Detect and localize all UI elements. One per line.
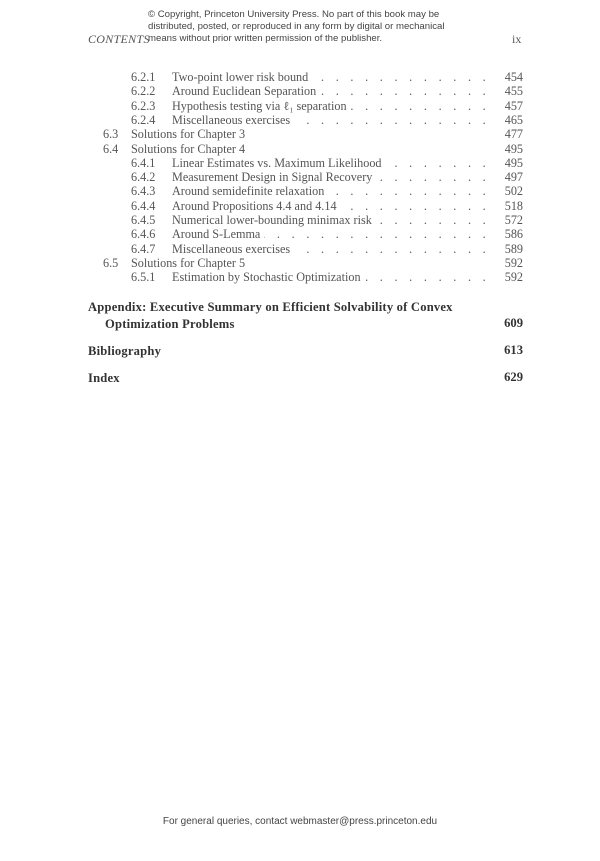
- dot-leader: [328, 184, 490, 198]
- section-title: Numerical lower-bounding minimax risk: [172, 213, 372, 227]
- dot-leader: [264, 227, 490, 241]
- section-page: 518: [504, 198, 523, 213]
- index-page: 629: [504, 370, 523, 384]
- notice-line: distributed, posted, or reproduced in any form by digital or mechanical: [148, 21, 445, 32]
- section-number: 6.4.6: [131, 227, 156, 242]
- appendix-page: 609: [504, 316, 523, 330]
- notice-line: means without prior written permission of the publisher.: [148, 33, 383, 44]
- bibliography-page: 613: [504, 343, 523, 357]
- toc-entry[interactable]: [0, 99, 600, 113]
- notice-line: © Copyright, Princeton University Press. No part of this book may be: [148, 9, 440, 20]
- section-title: Hypothesis testing via ℓ₁ separation: [172, 98, 347, 113]
- section-number: 6.2.2: [131, 84, 156, 99]
- section-page: 502: [504, 184, 523, 199]
- dot-leader: [341, 199, 490, 213]
- section-title: Around S-Lemma: [172, 227, 261, 242]
- dot-leader: [294, 242, 490, 256]
- dot-leader: [376, 170, 490, 184]
- section-number: 6.4.4: [131, 198, 156, 213]
- toc-entry[interactable]: [0, 170, 600, 184]
- section-number: 6.2.4: [131, 112, 156, 127]
- dot-leader: [376, 213, 490, 227]
- section-number: 6.5: [103, 255, 119, 270]
- dot-leader: [365, 270, 490, 284]
- section-number: 6.2.3: [131, 98, 156, 113]
- section-title: Linear Estimates vs. Maximum Likelihood: [172, 155, 382, 170]
- toc-entry[interactable]: [0, 199, 600, 213]
- bibliography-entry[interactable]: Bibliography: [88, 344, 162, 358]
- toc-entry[interactable]: [0, 227, 600, 241]
- toc-entry[interactable]: [0, 270, 600, 284]
- page-number: ix: [512, 32, 522, 46]
- section-title: Two-point lower risk bound: [172, 70, 309, 84]
- section-page: 586: [504, 227, 523, 242]
- toc-entry[interactable]: [0, 184, 600, 198]
- toc-entry[interactable]: [0, 127, 600, 141]
- section-page: 477: [504, 127, 523, 142]
- section-title: Solutions for Chapter 5: [131, 255, 246, 270]
- section-number: 6.4.3: [131, 184, 156, 199]
- section-number: 6.4.5: [131, 213, 156, 227]
- dot-leader: [294, 113, 490, 127]
- section-title: Around semidefinite relaxation: [172, 184, 325, 199]
- section-title: Solutions for Chapter 4: [131, 141, 246, 156]
- footer-contact: For general queries, contact webmaster@press.princeton.edu: [162, 816, 438, 827]
- copyright-notice: [148, 9, 468, 45]
- section-page: 572: [504, 213, 523, 227]
- section-title: Miscellaneous exercises: [172, 241, 291, 256]
- dot-leader: [386, 156, 490, 170]
- toc-entry[interactable]: [0, 213, 600, 227]
- index-entry[interactable]: Index: [88, 371, 120, 385]
- section-number: 6.5.1: [131, 270, 156, 285]
- section-number: 6.4.1: [131, 155, 156, 170]
- section-number: 6.4.2: [131, 170, 156, 185]
- appendix-title-line1: Appendix: Executive Summary on Efficient Solvability of Convex: [88, 300, 453, 314]
- section-page: 454: [504, 70, 523, 84]
- section-page: 592: [504, 255, 523, 270]
- section-title: Estimation by Stochastic Optimization: [172, 270, 361, 285]
- dot-leader: [312, 70, 490, 84]
- toc-entry[interactable]: [0, 156, 600, 170]
- toc-entry[interactable]: [0, 70, 600, 84]
- dot-leader: [351, 99, 490, 113]
- section-title: Miscellaneous exercises: [172, 112, 291, 127]
- appendix-entry[interactable]: [88, 299, 453, 332]
- section-page: 497: [504, 170, 523, 185]
- toc-entry[interactable]: [0, 242, 600, 256]
- section-page: 495: [504, 141, 523, 156]
- appendix-title-line2: Optimization Problems: [105, 317, 235, 331]
- section-title: Measurement Design in Signal Recovery: [172, 170, 373, 185]
- section-number: 6.3: [103, 127, 119, 142]
- section-number: 6.2.1: [131, 70, 156, 84]
- toc-entry[interactable]: [0, 113, 600, 127]
- toc-entry[interactable]: [0, 142, 600, 156]
- section-number: 6.4: [103, 141, 119, 156]
- section-page: 592: [504, 270, 523, 285]
- section-page: 495: [504, 155, 523, 170]
- section-title: Around Euclidean Separation: [172, 84, 317, 99]
- toc-entry[interactable]: [0, 256, 600, 270]
- section-title: Around Propositions 4.4 and 4.14: [172, 198, 337, 213]
- section-title: Solutions for Chapter 3: [131, 127, 246, 142]
- dot-leader: [320, 84, 490, 98]
- toc-entry[interactable]: [0, 84, 600, 98]
- section-number: 6.4.7: [131, 241, 156, 256]
- section-page: 455: [504, 84, 523, 99]
- section-page: 465: [504, 112, 523, 127]
- section-page: 589: [504, 241, 523, 256]
- running-head: CONTENTS: [88, 32, 150, 46]
- section-page: 457: [504, 98, 523, 113]
